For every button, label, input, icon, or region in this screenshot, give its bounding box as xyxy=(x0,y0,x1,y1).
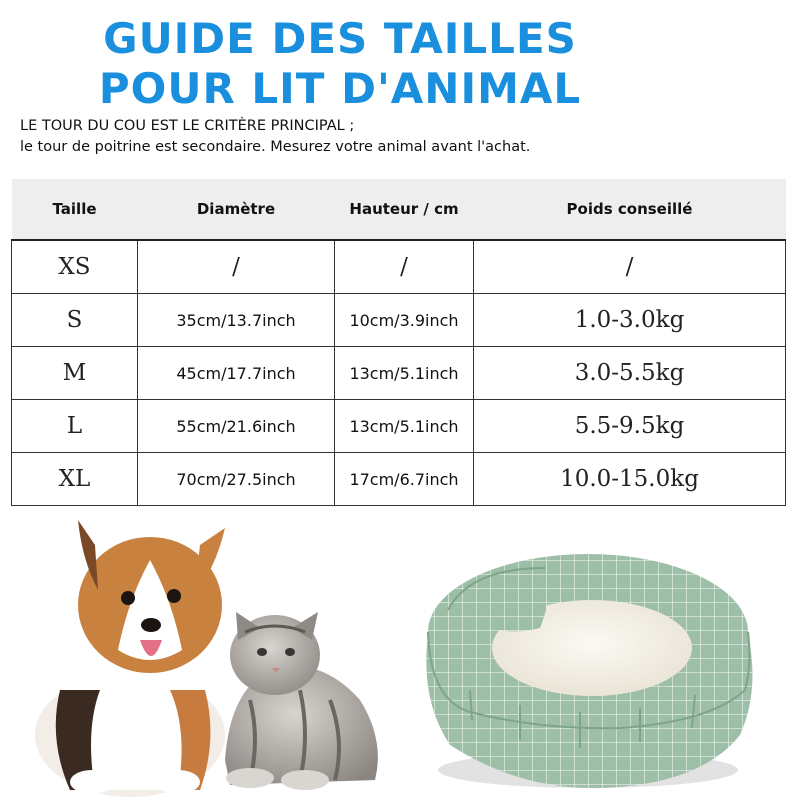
guide-title-line-2: POUR LIT D'ANIMAL xyxy=(98,64,582,113)
cell-height: 13cm/5.1inch xyxy=(335,400,474,453)
header-weight: Poids conseillé xyxy=(474,179,786,240)
cell-height: 17cm/6.7inch xyxy=(335,453,474,506)
table-row xyxy=(12,400,786,453)
cell-size: M xyxy=(12,347,138,400)
table-row xyxy=(12,453,786,506)
cell-diameter: 55cm/21.6inch xyxy=(138,400,335,453)
cell-diameter: 70cm/27.5inch xyxy=(138,453,335,506)
header-size: Taille xyxy=(12,179,138,240)
header-height: Hauteur / cm xyxy=(335,179,474,240)
corgi-dog-image xyxy=(35,520,225,797)
table-row xyxy=(12,347,786,400)
cell-size: XS xyxy=(12,240,138,294)
tabby-cat-image xyxy=(225,612,378,790)
size-chart-table xyxy=(11,179,786,506)
cell-diameter: / xyxy=(138,240,335,294)
cell-weight: 3.0-5.5kg xyxy=(474,347,786,400)
measurement-note-secondary: le tour de poitrine est secondaire. Mesurez votre animal avant l'achat. xyxy=(20,139,531,155)
header-diameter: Diamètre xyxy=(138,179,335,240)
measurement-note-primary: LE TOUR DU COU EST LE CRITÈRE PRINCIPAL ; xyxy=(20,118,355,134)
guide-title-line-1: GUIDE DES TAILLES xyxy=(103,14,577,63)
cell-diameter: 45cm/17.7inch xyxy=(138,347,335,400)
product-photos xyxy=(0,510,800,800)
cell-weight: 10.0-15.0kg xyxy=(474,453,786,506)
cell-weight: 5.5-9.5kg xyxy=(474,400,786,453)
table-header-row xyxy=(12,179,786,240)
cell-size: L xyxy=(12,400,138,453)
pet-bed-image xyxy=(426,554,752,788)
cell-diameter: 35cm/13.7inch xyxy=(138,294,335,347)
cell-size: S xyxy=(12,294,138,347)
cell-height: 10cm/3.9inch xyxy=(335,294,474,347)
cell-height: 13cm/5.1inch xyxy=(335,347,474,400)
cell-height: / xyxy=(335,240,474,294)
cell-weight: / xyxy=(474,240,786,294)
cell-weight: 1.0-3.0kg xyxy=(474,294,786,347)
cell-size: XL xyxy=(12,453,138,506)
table-row xyxy=(12,294,786,347)
table-row xyxy=(12,240,786,294)
